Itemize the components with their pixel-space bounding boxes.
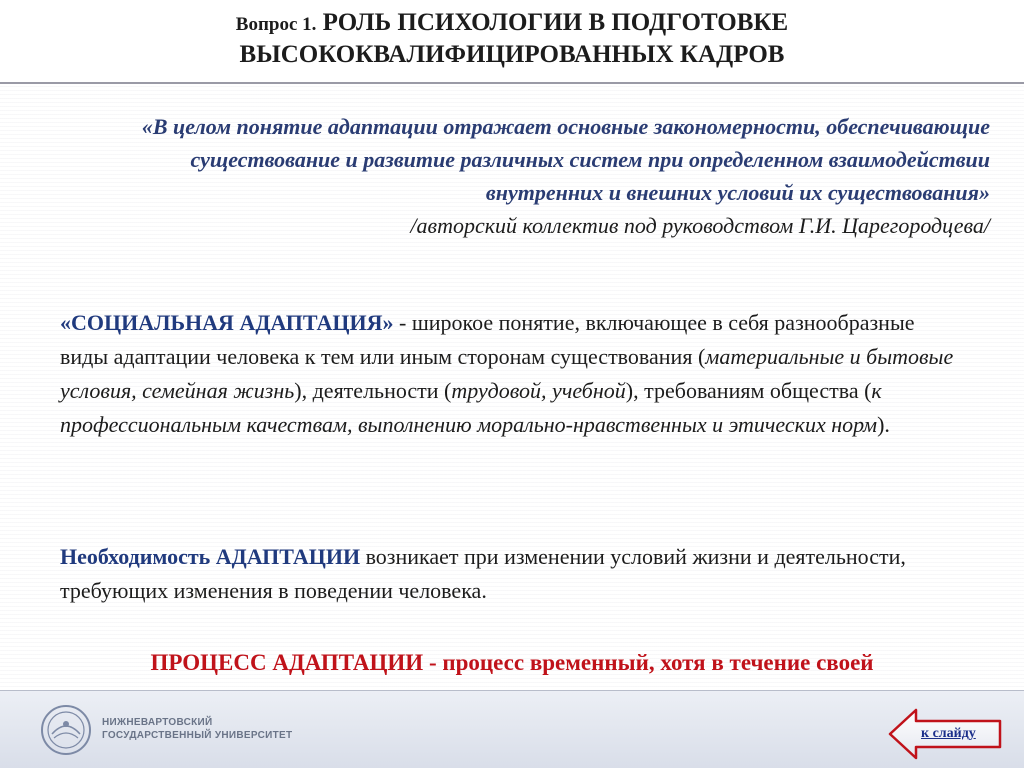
university-name-line1: НИЖНЕВАРТОВСКИЙ <box>102 717 213 728</box>
question-number: Вопрос 1. <box>235 14 317 35</box>
university-logo-icon <box>40 704 92 756</box>
back-to-slide-button[interactable] <box>888 708 1004 760</box>
slide-header <box>0 0 1024 84</box>
slide-title-line2: ВЫСОКОКВАЛИФИЦИРОВАННЫХ КАДРОВ <box>239 41 785 68</box>
process-dash: - <box>423 650 443 675</box>
slide-title-line1 <box>0 8 1024 40</box>
necessity-lead: Необходимость АДАПТАЦИИ <box>60 544 361 569</box>
slide-footer <box>0 690 1024 768</box>
back-to-slide-link[interactable]: к слайду <box>921 726 976 741</box>
definition-text-2: ), деятельности ( <box>294 378 452 403</box>
citation-block <box>130 110 990 242</box>
definition-example-1: материальные и бытовые условия, семейная жизнь <box>60 344 954 403</box>
definition-text-3: ), требованиям общества ( <box>625 378 872 403</box>
adaptation-necessity <box>60 540 980 608</box>
citation-author: /авторский коллектив под руководством Г.И. Царегородцева/ <box>410 213 990 238</box>
title-text-line1: РОЛЬ ПСИХОЛОГИИ В ПОДГОТОВКЕ <box>322 9 789 36</box>
definition-example-2: трудовой, учебной <box>451 378 626 403</box>
definition-text-1: - широкое понятие, включающее в себя разнообразные виды адаптации человека к тем или иным сторонам существования ( <box>60 310 915 369</box>
citation-text: «В целом понятие адаптации отражает основные закономерности, обеспечивающие существование и развитие различных систем при определенном взаимодействии внутренних и внешних условий их существования» <box>141 114 990 205</box>
university-name-line2: ГОСУДАРСТВЕННЫЙ УНИВЕРСИТЕТ <box>102 730 293 741</box>
university-name <box>102 716 292 742</box>
slide-content <box>0 86 1024 767</box>
necessity-text: возникает при изменении условий жизни и деятельности, требующих изменения в поведении человека. <box>60 544 906 603</box>
process-text: процесс временный, хотя в течение своей <box>442 650 874 675</box>
process-term: ПРОЦЕСС АДАПТАЦИИ <box>150 650 424 675</box>
definition-text-4: ). <box>877 412 890 437</box>
social-adaptation-definition <box>60 306 960 442</box>
definition-example-3: к профессиональным качествам, выполнению морально-нравственных и этических норм <box>60 378 882 437</box>
definition-term: «СОЦИАЛЬНАЯ АДАПТАЦИЯ» <box>60 310 394 335</box>
